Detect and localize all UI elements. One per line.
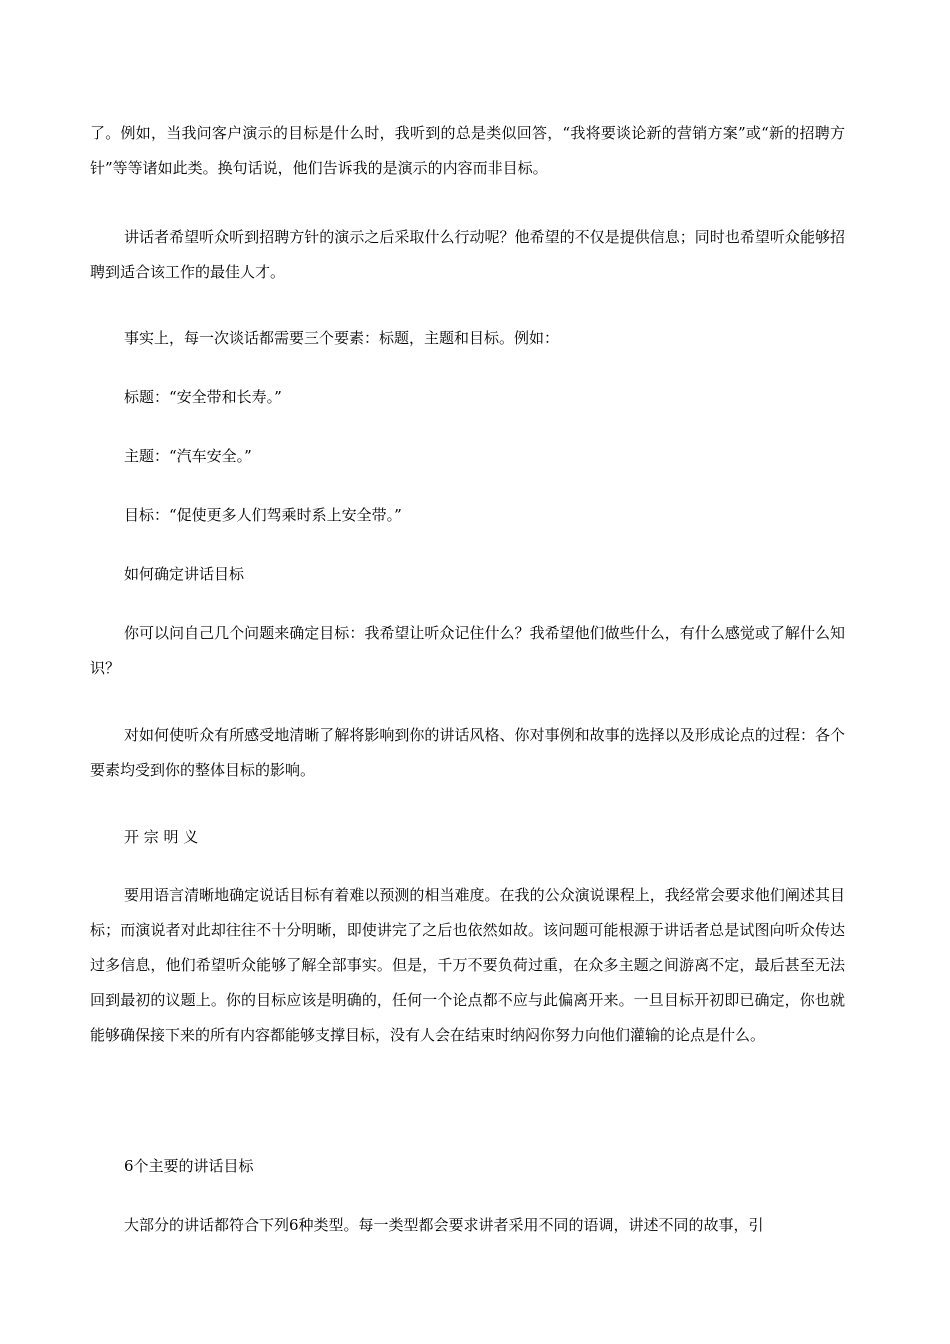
paragraph-ask-questions: 你可以问自己几个问题来确定目标：我希望让听众记住什么？我希望他们做些什么，有什么感觉或了解什么知识？ <box>90 624 845 677</box>
paragraph-title-example: 标题：“安全带和长寿。” <box>124 388 282 406</box>
section-heading-six-goals: 6个主要的讲话目标 <box>124 1157 254 1175</box>
paragraph-three-elements: 事实上，每一次谈话都需要三个要素：标题，主题和目标。例如： <box>124 329 560 347</box>
paragraph-six-types: 大部分的讲话都符合下列6种类型。每一类型都会要求讲者采用不同的语调，讲述不同的故事，引 <box>124 1216 764 1234</box>
section-heading-get-to-the-point: 开 宗 明 义 <box>124 828 199 846</box>
paragraph-objective-example: 目标：“促使更多人们驾乘时系上安全带。” <box>124 506 402 524</box>
section-heading-how-to-determine-goal: 如何确定讲话目标 <box>124 565 245 583</box>
paragraph-theme-example: 主题：“汽车安全。” <box>124 447 252 465</box>
paragraph-clarify-goal: 要用语言清晰地确定说话目标有着难以预测的相当难度。在我的公众演说课程上，我经常会要求他们阐述其目标；而演说者对此却往往不十分明晰，即使讲完了之后也依然如故。该问题可能根源于讲话者总是试图向听众传达过多信息，他们希望听众能够了解全部事实。但是，千万不要负荷过重，在众多主题之间游离不定，最后甚至无法回到最初的议题上。你的目标应该是明确的，任何一个论点都不应与此偏离开来。一旦目标开初即已确定，你也就能够确保接下来的所有内容都能够支撑目标，没有人会在结束时纳闷你努力向他们灌输的论点是什么。 <box>90 886 845 1044</box>
paragraph-goal-examples: 了。例如，当我问客户演示的目标是什么时，我听到的总是类似回答，“我将要谈论新的营销方案”或“新的招聘方针”等等诸如此类。换句话说，他们告诉我的是演示的内容而非目标。 <box>90 124 845 177</box>
paragraph-style-influence: 对如何使听众有所感受地清晰了解将影响到你的讲话风格、你对事例和故事的选择以及形成论点的过程：各个要素均受到你的整体目标的影响。 <box>90 726 845 779</box>
paragraph-speaker-expectation: 讲话者希望听众听到招聘方针的演示之后采取什么行动呢？他希望的不仅是提供信息；同时也希望听众能够招聘到适合该工作的最佳人才。 <box>90 228 845 281</box>
